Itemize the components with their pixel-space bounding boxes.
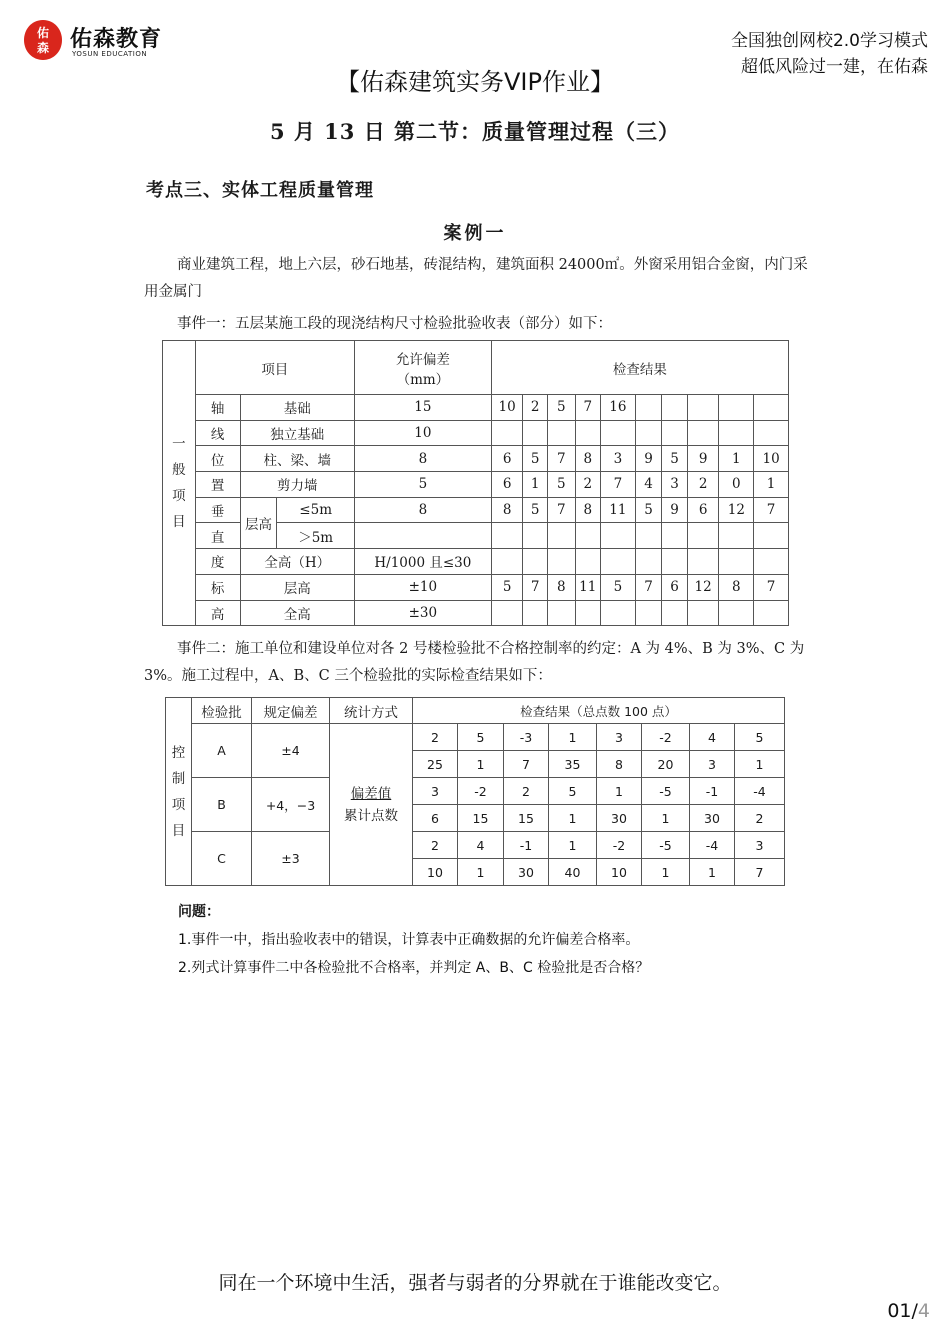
count-cell: 7 [735,859,785,886]
result-cell [754,395,789,421]
axis-char: 线 [195,420,240,446]
questions [178,898,649,982]
result-cell: 2 [687,472,719,498]
result-cell: 11 [575,574,601,600]
slogan-line-2: 超低风险过一建，在佑森 [741,57,928,77]
result-cell: 10 [491,395,523,421]
floor-height-label: 层高 [240,497,277,548]
result-cell: 5 [547,395,575,421]
count-cell: 10 [413,859,458,886]
result-cell [662,549,688,575]
result-cell [635,395,662,421]
item-name: 全高（H） [240,549,354,575]
result-cell [719,420,754,446]
count-cell: 30 [690,805,735,832]
table-row [163,446,789,472]
col-tolerance: 允许偏差 （mm） [354,341,491,395]
event-one-text: 事件一：五层某施工段的现浇结构尺寸检验批验收表（部分）如下： [177,316,612,332]
col-item: 项目 [195,341,354,395]
table-row [163,497,789,523]
col-rule: 规定偏差 [252,698,330,724]
result-cell [687,395,719,421]
logo [22,18,172,64]
result-cell: 3 [662,472,688,498]
result-cell: 7 [601,472,636,498]
case-title: 案例一 [443,223,507,244]
count-cell: 1 [458,859,504,886]
batch-name: C [192,832,252,886]
result-cell [575,523,601,549]
count-cell: 40 [549,859,597,886]
result-cell: 1 [523,472,548,498]
table-header-row [166,698,785,724]
result-cell [754,523,789,549]
result-cell [662,395,688,421]
item-name: 剪力墙 [240,472,354,498]
table-row [163,395,789,421]
section-title: 5 月 13 日 第二节：质量管理过程（三） [269,119,681,144]
tolerance-cell: 5 [354,472,491,498]
logo-text: 佑森教育 [70,27,163,52]
deviation-cell: 3 [413,778,458,805]
result-cell: 5 [601,574,636,600]
result-cell [547,549,575,575]
result-cell: 1 [754,472,789,498]
result-cell: 7 [635,574,662,600]
result-cell: 7 [754,497,789,523]
result-cell: 11 [601,497,636,523]
count-cell: 8 [597,751,642,778]
result-cell [687,600,719,626]
result-cell [547,420,575,446]
group-label-general: 一 般 项 目 [163,341,196,626]
slogan-line-1: 全国独创网校2.0学习模式 [730,31,928,51]
deviation-cell: -2 [642,724,690,751]
result-cell [662,420,688,446]
event-two-text: 事件二：施工单位和建设单位对各 2 号楼检验批不合格控制率的约定：A 为 4%、B 为 3%、C 为 3%。施工过程中，A、B、C 三个检验批的实际检查结果如下： [144,641,805,684]
vert-char: 度 [195,549,240,575]
result-cell: 6 [687,497,719,523]
result-cell: 7 [547,446,575,472]
result-cell [719,600,754,626]
result-cell [662,523,688,549]
deviation-cell: -4 [735,778,785,805]
table-row [163,420,789,446]
vert-char: 直 [195,523,240,549]
result-cell: 7 [575,395,601,421]
result-cell: 12 [687,574,719,600]
count-cell: 15 [504,805,549,832]
deviation-cell: -2 [458,778,504,805]
tolerance-cell: 15 [354,395,491,421]
result-cell [575,549,601,575]
deviation-cell: 5 [549,778,597,805]
result-cell [754,420,789,446]
col-batch: 检验批 [192,698,252,724]
inspection-table [162,340,789,626]
result-cell: 9 [687,446,719,472]
axis-char: 位 [195,446,240,472]
col-result: 检查结果 [491,341,788,395]
result-cell [491,420,523,446]
deviation-cell: -2 [597,832,642,859]
result-cell: 1 [719,446,754,472]
col-method: 统计方式 [330,698,413,724]
table-row [163,574,789,600]
result-cell [491,523,523,549]
result-cell [547,600,575,626]
result-cell: 8 [547,574,575,600]
vert-char: 垂 [195,497,240,523]
table-header-row [163,341,789,395]
result-cell [719,395,754,421]
method-cell: 偏差值 累计点数 [330,724,413,886]
result-cell [719,523,754,549]
count-cell: 10 [597,859,642,886]
batch-name: B [192,778,252,832]
control-table [165,697,785,886]
question-1: 1.事件一中，指出验收表中的错误，计算表中正确数据的允许偏差合格率。 [178,932,640,948]
count-cell: 25 [413,751,458,778]
result-cell: 5 [523,446,548,472]
tolerance-cell: 8 [354,446,491,472]
result-cell: 5 [523,497,548,523]
batch-rule: ±3 [252,832,330,886]
logo-mark-icon [22,18,64,62]
count-cell: 15 [458,805,504,832]
deviation-cell: 1 [597,778,642,805]
questions-heading: 问题： [178,904,220,920]
result-cell: 5 [662,446,688,472]
result-cell [601,549,636,575]
result-cell [687,549,719,575]
tolerance-cell: ±10 [354,574,491,600]
result-cell: 5 [547,472,575,498]
result-cell [491,549,523,575]
item-name: ＞5m [277,523,355,549]
count-cell: 6 [413,805,458,832]
count-cell: 1 [735,751,785,778]
result-cell [523,420,548,446]
count-cell: 1 [642,859,690,886]
deviation-cell: -3 [504,724,549,751]
result-cell [687,420,719,446]
result-cell: 4 [635,472,662,498]
item-name: 层高 [240,574,354,600]
result-cell: 9 [635,446,662,472]
deviation-cell: -5 [642,832,690,859]
result-cell [754,600,789,626]
result-cell [754,549,789,575]
result-cell [523,523,548,549]
result-cell: 2 [523,395,548,421]
deviation-cell: 1 [549,832,597,859]
result-cell: 12 [719,497,754,523]
logo-subtitle: YOSUN EDUCATION [72,50,148,58]
deviation-cell: 3 [597,724,642,751]
deviation-cell: 3 [735,832,785,859]
result-cell [635,420,662,446]
count-cell: 1 [549,805,597,832]
page-number: 01/4 [887,1300,930,1322]
question-2: 2.列式计算事件二中各检验批不合格率，并判定 A、B、C 检验批是否合格？ [178,960,650,976]
result-cell [601,523,636,549]
count-cell: 1 [642,805,690,832]
result-cell [635,600,662,626]
count-cell: 1 [458,751,504,778]
result-cell [719,549,754,575]
item-name: 全高 [240,600,354,626]
svg-text:佑: 佑 [36,26,50,40]
count-cell: 2 [735,805,785,832]
result-cell: 3 [601,446,636,472]
table-row [166,778,785,805]
result-cell: 7 [547,497,575,523]
result-cell: 2 [575,472,601,498]
table-row [166,832,785,859]
deviation-cell: 2 [413,724,458,751]
result-cell [662,600,688,626]
result-cell: 9 [662,497,688,523]
case-description: 商业建筑工程，地上六层，砂石地基，砖混结构，建筑面积 24000㎡。外窗采用铝合金窗，内门采用金属门 [144,257,808,300]
count-cell: 30 [504,859,549,886]
axis-char: 轴 [195,395,240,421]
count-cell: 3 [690,751,735,778]
table-row [163,600,789,626]
col-result: 检查结果（总点数 100 点） [413,698,785,724]
result-cell: 5 [635,497,662,523]
batch-rule: ±4 [252,724,330,778]
tolerance-cell [354,523,491,549]
result-cell: 8 [491,497,523,523]
footer-motto: 同在一个环境中生活，强者与弱者的分界就在于谁能改变它。 [218,1272,732,1294]
count-cell: 7 [504,751,549,778]
result-cell [635,549,662,575]
result-cell: 5 [491,574,523,600]
result-cell: 8 [575,446,601,472]
result-cell [575,420,601,446]
result-cell: 6 [491,472,523,498]
result-cell: 7 [523,574,548,600]
count-cell: 20 [642,751,690,778]
result-cell: 10 [754,446,789,472]
batch-name: A [192,724,252,778]
table-row [166,724,785,751]
count-cell: 35 [549,751,597,778]
count-cell: 30 [597,805,642,832]
result-cell: 7 [754,574,789,600]
mark-char: 高 [195,600,240,626]
mark-char: 标 [195,574,240,600]
result-cell [575,600,601,626]
count-cell: 1 [690,859,735,886]
item-name: 柱、梁、墙 [240,446,354,472]
item-name: 独立基础 [240,420,354,446]
item-name: 基础 [240,395,354,421]
group-label-control: 控 制 项 目 [166,698,192,886]
result-cell [601,420,636,446]
deviation-cell: 4 [458,832,504,859]
deviation-cell: 4 [690,724,735,751]
result-cell [523,600,548,626]
result-cell: 0 [719,472,754,498]
tolerance-cell: 10 [354,420,491,446]
axis-char: 置 [195,472,240,498]
deviation-cell: 5 [458,724,504,751]
tolerance-cell: 8 [354,497,491,523]
table-row [163,549,789,575]
tolerance-cell: ±30 [354,600,491,626]
result-cell: 6 [662,574,688,600]
result-cell [523,549,548,575]
svg-text:森: 森 [36,41,50,55]
deviation-cell: 5 [735,724,785,751]
result-cell [635,523,662,549]
item-name: ≤5m [277,497,355,523]
result-cell [601,600,636,626]
result-cell: 16 [601,395,636,421]
deviation-cell: -5 [642,778,690,805]
deviation-cell: -1 [690,778,735,805]
deviation-cell: 2 [413,832,458,859]
batch-rule: +4，−3 [252,778,330,832]
deviation-cell: 1 [549,724,597,751]
deviation-cell: -1 [504,832,549,859]
deviation-cell: 2 [504,778,549,805]
topic-heading: 考点三、实体工程质量管理 [146,180,374,201]
result-cell: 8 [575,497,601,523]
vip-title: 【佑森建筑实务VIP作业】 [336,68,614,96]
result-cell: 8 [719,574,754,600]
result-cell [547,523,575,549]
result-cell [687,523,719,549]
deviation-cell: -4 [690,832,735,859]
tolerance-cell: H/1000 且≤30 [354,549,491,575]
result-cell: 6 [491,446,523,472]
table-row [163,472,789,498]
result-cell [491,600,523,626]
